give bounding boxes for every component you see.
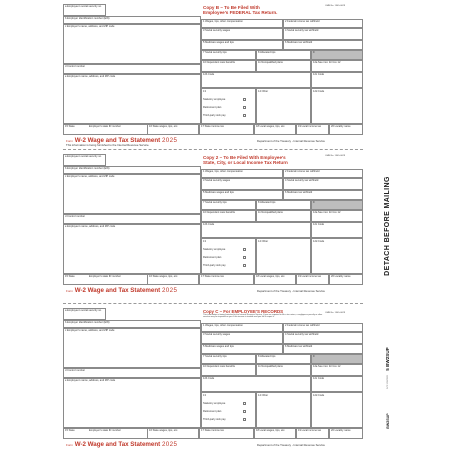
copy-c-heading-1: Copy C – For EMPLOYEE'S RECORDS bbox=[203, 309, 284, 314]
perforation-line-2 bbox=[63, 303, 363, 304]
form-year: 2025 bbox=[161, 441, 178, 448]
box-d-label: d Control number bbox=[65, 215, 86, 218]
statutory-checkbox[interactable] bbox=[243, 402, 246, 405]
box-12a-label: 12a See inst. for box 12 bbox=[313, 211, 341, 214]
box-14[interactable] bbox=[256, 392, 311, 428]
copy-2-heading-1: Copy 2 – To Be Filed With Employee's bbox=[203, 155, 286, 160]
form-title bbox=[66, 441, 177, 448]
box-7-label: 7 Social security tips bbox=[203, 51, 227, 54]
statutory-checkbox[interactable] bbox=[243, 98, 246, 101]
copy-2-omb: OMB No. 1545-0029 bbox=[325, 155, 346, 157]
box-b-label: b Employer identification number (EIN) bbox=[65, 321, 110, 324]
box-c-employer[interactable] bbox=[63, 24, 201, 64]
box-4-label: 4 Social security tax withheld bbox=[285, 333, 319, 336]
box-12b[interactable] bbox=[201, 222, 311, 238]
box-10-label: 10 Dependent care benefits bbox=[203, 365, 235, 368]
box-4-label: 4 Social security tax withheld bbox=[285, 29, 319, 32]
box-10-label: 10 Dependent care benefits bbox=[203, 61, 235, 64]
form-title-text: W-2 Wage and Tax Statement bbox=[74, 137, 161, 144]
box-18-label: 18 Local wages, tips, etc. bbox=[256, 429, 286, 432]
box-12d[interactable] bbox=[311, 238, 363, 274]
box-1-label: 1 Wages, tips, other compensation bbox=[203, 170, 243, 173]
retirement-checkbox[interactable] bbox=[243, 410, 246, 413]
box-e-employee[interactable] bbox=[63, 74, 201, 124]
box-e-label: e Employee's name, address, and ZIP code bbox=[65, 379, 116, 382]
form-year: 2025 bbox=[161, 287, 178, 294]
box-d-label: d Control number bbox=[65, 65, 86, 68]
box-19-label: 19 Local income tax bbox=[298, 429, 322, 432]
box-12b[interactable] bbox=[201, 376, 311, 392]
box-6-label: 6 Medicare tax withheld bbox=[285, 191, 313, 194]
box-8-label: 8 Allocated tips bbox=[258, 51, 276, 54]
w2-copy-2 bbox=[63, 154, 363, 295]
box-19-label: 19 Local income tax bbox=[298, 125, 322, 128]
form-footnote: This information is being furnished to the Internal Revenue Service. bbox=[66, 143, 150, 147]
box-8-label: 8 Allocated tips bbox=[258, 355, 276, 358]
box-14-label: 14 Other bbox=[258, 240, 269, 243]
form-word: Form bbox=[66, 139, 73, 143]
box-2-label: 2 Federal income tax withheld bbox=[285, 20, 320, 23]
retirement-checkbox[interactable] bbox=[243, 106, 246, 109]
box-20-label: 20 Locality name bbox=[331, 275, 351, 278]
statutory-checkbox[interactable] bbox=[243, 248, 246, 251]
box-17-label: 17 State income tax bbox=[201, 429, 224, 432]
thirdparty-checkbox[interactable] bbox=[243, 418, 246, 421]
box-14[interactable] bbox=[256, 238, 311, 274]
w2-copy-c bbox=[63, 308, 363, 449]
box-9 bbox=[311, 50, 363, 60]
box-16-label: 16 State wages, tips, etc. bbox=[149, 125, 178, 128]
box-15-label: 15 State bbox=[65, 275, 75, 278]
form-department: Department of the Treasury - Internal Revenue Service bbox=[257, 139, 325, 143]
box-19-label: 19 Local income tax bbox=[298, 275, 322, 278]
w2-copy-b bbox=[63, 4, 363, 145]
box-5-label: 5 Medicare wages and tips bbox=[203, 191, 234, 194]
box-12d[interactable] bbox=[311, 88, 363, 124]
thirdparty-label: Third-party sick pay bbox=[203, 114, 226, 117]
box-b-label: b Employer identification number (EIN) bbox=[65, 167, 110, 170]
box-18-label: 18 Local wages, tips, etc. bbox=[256, 275, 286, 278]
box-12d[interactable] bbox=[311, 392, 363, 428]
box-9-label: 9 bbox=[313, 201, 315, 204]
box-1-label: 1 Wages, tips, other compensation bbox=[203, 20, 243, 23]
thirdparty-checkbox[interactable] bbox=[243, 114, 246, 117]
box-12b-label: 12b Code bbox=[203, 223, 215, 226]
form-department: Department of the Treasury - Internal Revenue Service bbox=[257, 289, 325, 293]
box-8-label: 8 Allocated tips bbox=[258, 201, 276, 204]
box-e-employee[interactable] bbox=[63, 378, 201, 428]
form-year: 2025 bbox=[161, 137, 178, 144]
thirdparty-label: Third-party sick pay bbox=[203, 418, 226, 421]
box-5-label: 5 Medicare wages and tips bbox=[203, 41, 234, 44]
box-9 bbox=[311, 200, 363, 210]
box-12d-label: 12d Code bbox=[313, 90, 325, 93]
box-12c-label: 12c Code bbox=[313, 223, 325, 226]
statutory-label: Statutory employee bbox=[203, 98, 226, 101]
box-15-label: 15 State bbox=[65, 429, 75, 432]
box-c-employer[interactable] bbox=[63, 328, 201, 368]
box-20-label: 20 Locality name bbox=[331, 429, 351, 432]
box-e-label: e Employee's name, address, and ZIP code bbox=[65, 225, 116, 228]
detach-before-mailing: DETACH BEFORE MAILING bbox=[384, 176, 391, 276]
retirement-label: Retirement plan bbox=[203, 106, 222, 109]
box-12a-label: 12a See inst. for box 12 bbox=[313, 365, 341, 368]
box-6-label: 6 Medicare tax withheld bbox=[285, 41, 313, 44]
form-title-text: W-2 Wage and Tax Statement bbox=[74, 287, 161, 294]
box-12d-label: 12d Code bbox=[313, 240, 325, 243]
box-2-label: 2 Federal income tax withheld bbox=[285, 170, 320, 173]
box-4-label: 4 Social security tax withheld bbox=[285, 179, 319, 182]
box-15-id-label: Employer's state ID number bbox=[89, 125, 121, 128]
copy-c-omb: OMB No. 1545-0029 bbox=[325, 312, 346, 314]
box-16-label: 16 State wages, tips, etc. bbox=[149, 275, 178, 278]
box-6-label: 6 Medicare tax withheld bbox=[285, 345, 313, 348]
copy-b-omb: OMB No. 1545-0029 bbox=[325, 5, 346, 7]
box-b-label: b Employer identification number (EIN) bbox=[65, 17, 110, 20]
form-word: Form bbox=[66, 443, 73, 447]
retirement-label: Retirement plan bbox=[203, 410, 222, 413]
box-14[interactable] bbox=[256, 88, 311, 124]
box-12c-label: 12c Code bbox=[313, 73, 325, 76]
box-7-label: 7 Social security tips bbox=[203, 355, 227, 358]
box-c-label: c Employer's name, address, and ZIP code bbox=[65, 25, 115, 28]
box-11-label: 11 Nonqualified plans bbox=[258, 365, 283, 368]
box-16-label: 16 State wages, tips, etc. bbox=[149, 429, 178, 432]
form-title bbox=[66, 287, 177, 294]
box-5-label: 5 Medicare wages and tips bbox=[203, 345, 234, 348]
box-12d-label: 12d Code bbox=[313, 394, 325, 397]
box-10-label: 10 Dependent care benefits bbox=[203, 211, 235, 214]
box-c-label: c Employer's name, address, and ZIP code bbox=[65, 175, 115, 178]
statutory-label: Statutory employee bbox=[203, 248, 226, 251]
copy-b-heading-1: Copy B – To Be Filed With bbox=[203, 5, 260, 10]
box-12b[interactable] bbox=[201, 72, 311, 88]
copy-2-heading-2: State, City, or Local Income Tax Return bbox=[203, 160, 288, 165]
form-department: Department of the Treasury - Internal Revenue Service bbox=[257, 443, 325, 447]
retirement-label: Retirement plan bbox=[203, 256, 222, 259]
retirement-checkbox[interactable] bbox=[243, 256, 246, 259]
box-15-id-label: Employer's state ID number bbox=[89, 275, 121, 278]
box-17-label: 17 State income tax bbox=[201, 275, 224, 278]
box-15-label: 15 State bbox=[65, 125, 75, 128]
box-e-label: e Employee's name, address, and ZIP code bbox=[65, 75, 116, 78]
box-12b-label: 12b Code bbox=[203, 377, 215, 380]
box-2-label: 2 Federal income tax withheld bbox=[285, 324, 320, 327]
box-12c-label: 12c Code bbox=[313, 377, 325, 380]
product-code-bottom: BW2SUP bbox=[386, 413, 390, 429]
box-d-label: d Control number bbox=[65, 369, 86, 372]
box-a-label: a Employee's social security no. bbox=[65, 5, 102, 8]
thirdparty-label: Third-party sick pay bbox=[203, 264, 226, 267]
copy-b-heading-2: Employee's FEDERAL Tax Return. bbox=[203, 10, 278, 15]
box-15-id-label: Employer's state ID number bbox=[89, 429, 121, 432]
box-13-label: 13 bbox=[203, 394, 206, 397]
box-20-label: 20 Locality name bbox=[331, 125, 351, 128]
box-1-label: 1 Wages, tips, other compensation bbox=[203, 324, 243, 327]
box-12a-label: 12a See inst. for box 12 bbox=[313, 61, 341, 64]
box-11-label: 11 Nonqualified plans bbox=[258, 61, 283, 64]
thirdparty-checkbox[interactable] bbox=[243, 264, 246, 267]
box-a-label: a Employee's social security no. bbox=[65, 309, 102, 312]
form-title-text: W-2 Wage and Tax Statement bbox=[74, 441, 161, 448]
box-13-label: 13 bbox=[203, 90, 206, 93]
form-word: Form bbox=[66, 289, 73, 293]
box-12b-label: 12b Code bbox=[203, 73, 215, 76]
box-c-employer[interactable] bbox=[63, 174, 201, 214]
box-3-label: 3 Social security wages bbox=[203, 179, 231, 182]
perforation-line-1 bbox=[63, 149, 363, 150]
box-13-label: 13 bbox=[203, 240, 206, 243]
box-9 bbox=[311, 354, 363, 364]
box-11-label: 11 Nonqualified plans bbox=[258, 211, 283, 214]
statutory-label: Statutory employee bbox=[203, 402, 226, 405]
box-a-label: a Employee's social security no. bbox=[65, 155, 102, 158]
box-18-label: 18 Local wages, tips, etc. bbox=[256, 125, 286, 128]
box-e-employee[interactable] bbox=[63, 224, 201, 274]
box-c-label: c Employer's name, address, and ZIP code bbox=[65, 329, 115, 332]
box-9-label: 9 bbox=[313, 51, 315, 54]
box-9-label: 9 bbox=[313, 355, 315, 358]
box-3-label: 3 Social security wages bbox=[203, 29, 231, 32]
product-tiny-code: NTF 2097383 bbox=[387, 375, 389, 389]
box-14-label: 14 Other bbox=[258, 394, 269, 397]
box-3-label: 3 Social security wages bbox=[203, 333, 231, 336]
box-17-label: 17 State income tax bbox=[201, 125, 224, 128]
copy-c-note: This information is being furnished to the Internal Revenue Service. If you are required to file a tax return, a negligence penalty or other sanction may be imposed on you if this income is taxable and you fail to report it. bbox=[203, 314, 323, 319]
box-14-label: 14 Other bbox=[258, 90, 269, 93]
product-code: 5 BW2SUP bbox=[385, 347, 390, 371]
box-7-label: 7 Social security tips bbox=[203, 201, 227, 204]
